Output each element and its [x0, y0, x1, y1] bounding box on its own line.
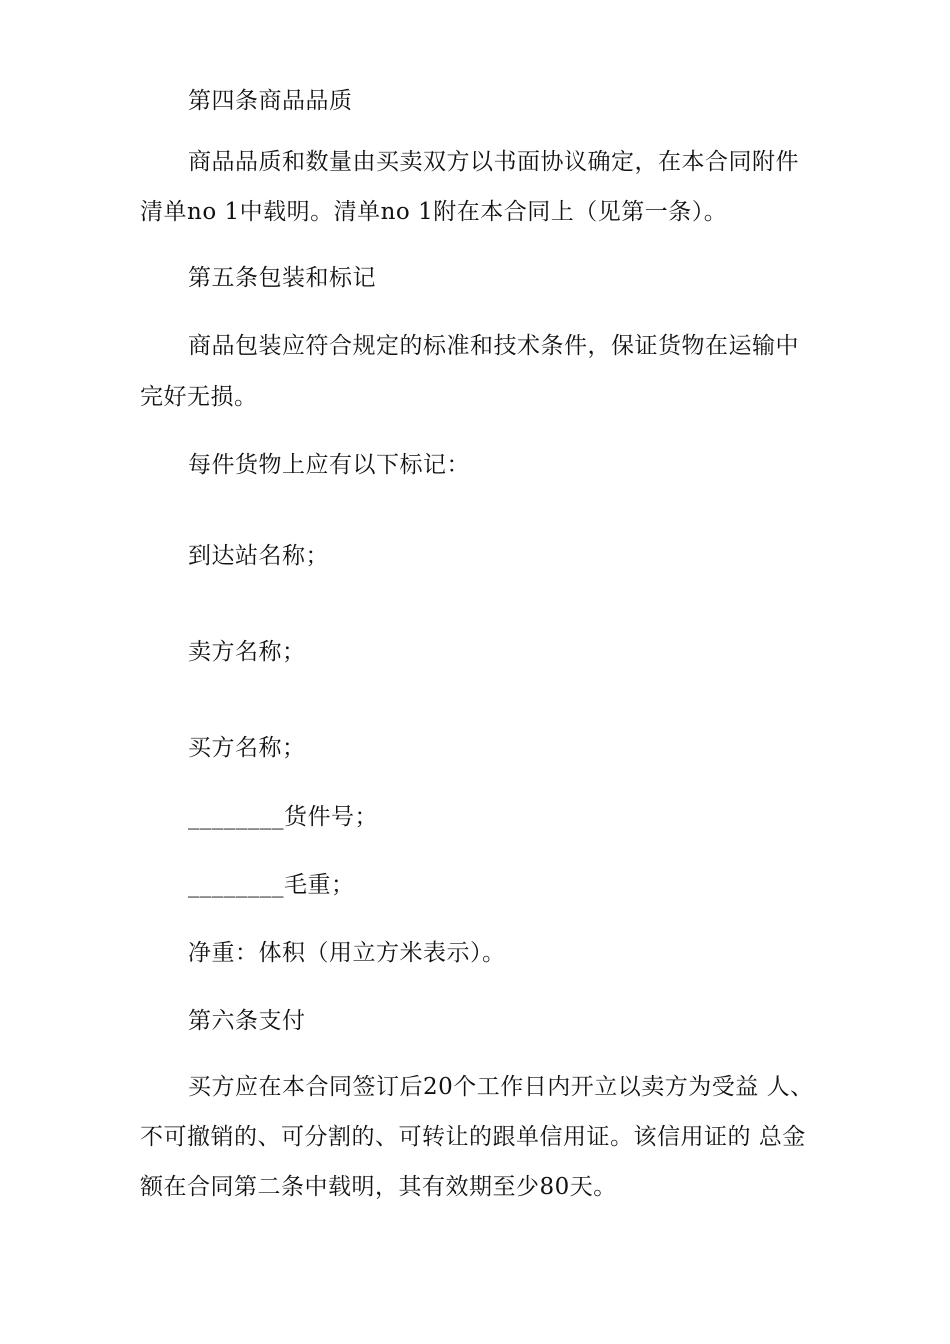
mark-buyer-name: 买方名称；	[188, 735, 306, 761]
mark-seller-name: 卖方名称；	[188, 639, 306, 665]
mark-package-number: ________货件号；	[188, 804, 378, 830]
mark-gross-weight: ________毛重；	[188, 872, 355, 898]
marks-intro: 每件货物上应有以下标记：	[188, 452, 470, 478]
mark-net-weight-volume: 净重：体积（用立方米表示）。	[188, 940, 506, 966]
article-4-paragraph-line-1: 商品品质和数量由买卖双方以书面协议确定，在本合同附件	[188, 149, 799, 175]
article-5-heading: 第五条包装和标记	[188, 265, 376, 291]
mark-destination-station: 到达站名称；	[188, 543, 329, 569]
article-6-paragraph-line-3: 额在合同第二条中载明，其有效期至少80天。	[140, 1174, 617, 1200]
article-5-paragraph-line-1: 商品包装应符合规定的标准和技术条件，保证货物在运输中	[188, 333, 799, 359]
article-4-paragraph-line-2: 清单no 1中载明。清单no 1附在本合同上（见第一条）。	[140, 199, 728, 225]
article-5-paragraph-line-2: 完好无损。	[140, 384, 258, 410]
article-6-paragraph-line-1: 买方应在本合同签订后20个工作日内开立以卖方为受益 人、	[188, 1074, 814, 1100]
article-4-heading: 第四条商品品质	[188, 88, 353, 114]
article-6-heading: 第六条支付	[188, 1008, 306, 1034]
article-6-paragraph-line-2: 不可撤销的、可分割的、可转让的跟单信用证。该信用证的 总金	[140, 1124, 806, 1150]
